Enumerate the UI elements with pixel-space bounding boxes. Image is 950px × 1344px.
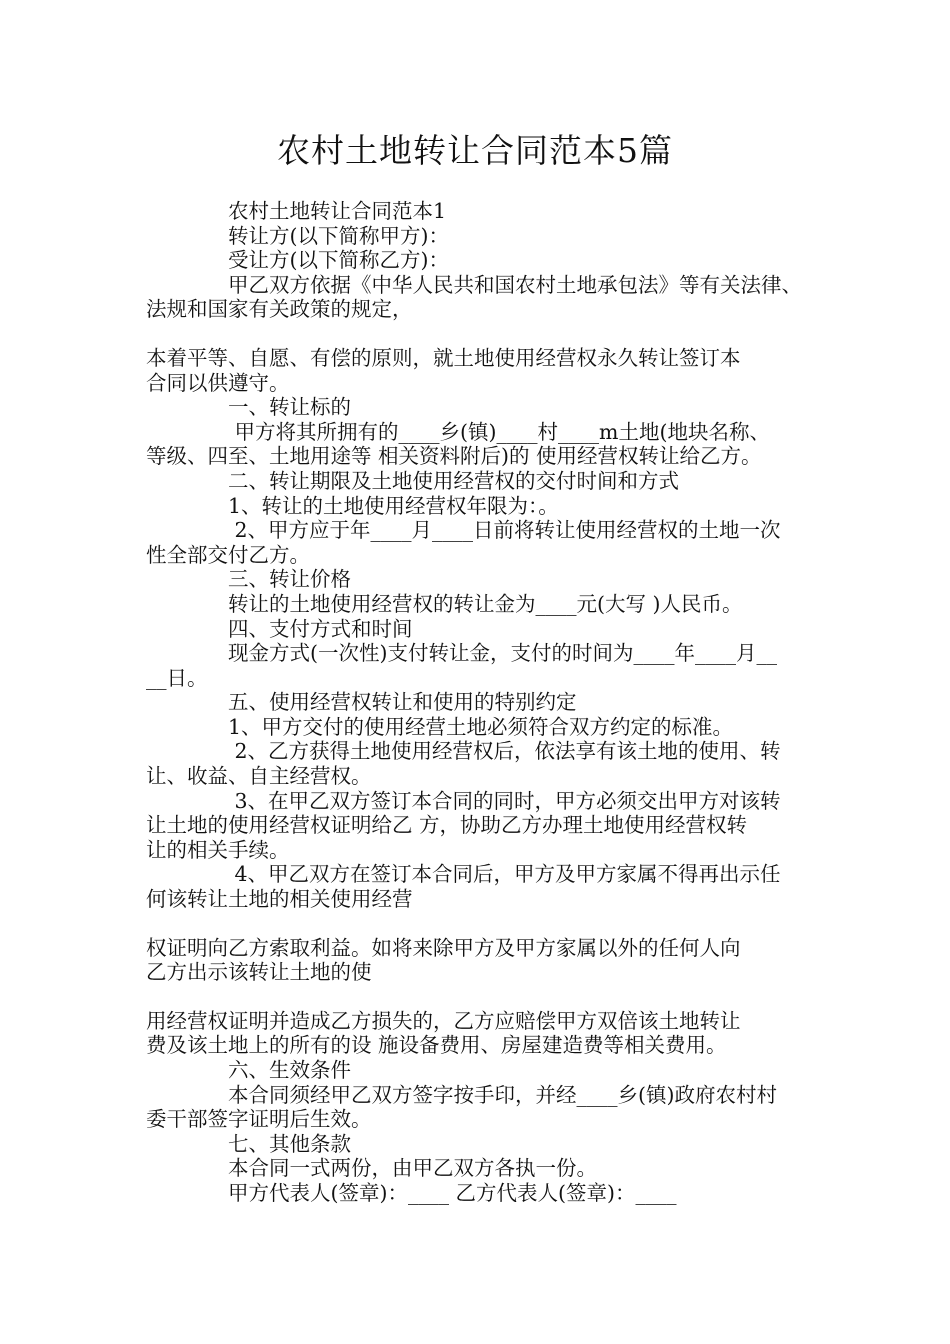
body-line: 甲乙双方依据《中华人民共和国农村土地承包法》等有关法律、 — [146, 272, 802, 297]
body-line: 1、转让的土地使用经营权年限为：。 — [146, 493, 559, 518]
body-line: __日。 — [146, 665, 208, 690]
body-line: 合同以供遵守。 — [146, 370, 290, 395]
document-title: 农村土地转让合同范本5篇 — [277, 131, 673, 170]
body-line: 转让的土地使用经营权的转让金为____元(大写 )人民币。 — [146, 591, 743, 616]
body-line: 何该转让土地的相关使用经营 — [146, 887, 413, 912]
body-line: 三、转让价格 — [146, 567, 351, 592]
blank-line — [146, 322, 826, 346]
body-line: 四、支付方式和时间 — [146, 616, 413, 641]
body-line: 转让方(以下简称甲方)： — [146, 223, 449, 248]
body-line: 4、甲乙双方在签订本合同后，甲方及甲方家属不得再出示任 — [146, 862, 781, 887]
body-line: 委干部签字证明后生效。 — [146, 1107, 372, 1132]
body-line: 现金方式(一次性)支付转让金，支付的时间为____年____月__ — [146, 641, 777, 666]
document-body — [146, 199, 826, 1206]
body-line: 法规和国家有关政策的规定， — [146, 297, 413, 322]
body-line: 让土地的使用经营权证明给乙 方，协助乙方办理土地使用经营权转 — [146, 813, 748, 838]
blank-line — [146, 912, 826, 936]
body-line: 1、甲方交付的使用经营土地必须符合双方约定的标准。 — [146, 714, 734, 739]
body-line: 二、转让期限及土地使用经营权的交付时间和方式 — [146, 468, 679, 493]
body-line: 乙方出示该转让土地的使 — [146, 960, 372, 985]
body-line: 本合同须经甲乙双方签字按手印，并经____乡(镇)政府农村村 — [146, 1082, 777, 1107]
body-line: 受让方(以下简称乙方)： — [146, 248, 449, 273]
body-line: 农村土地转让合同范本1 — [146, 199, 447, 223]
body-line: 等级、四至、土地用途等 相关资料附后)的 使用经营权转让给乙方。 — [146, 444, 762, 469]
body-line: 让的相关手续。 — [146, 837, 290, 862]
body-line: 3、在甲乙双方签订本合同的同时，甲方必须交出甲方对该转 — [146, 788, 781, 813]
body-line: 七、其他条款 — [146, 1131, 351, 1156]
body-line: 甲方将其所拥有的____乡(镇)____村____m土地(地块名称、 — [146, 419, 770, 444]
body-line: 本合同一式两份，由甲乙双方各执一份。 — [146, 1156, 597, 1181]
body-line: 一、转让标的 — [146, 395, 351, 420]
body-line: 六、生效条件 — [146, 1058, 351, 1082]
body-line: 让、收益、自主经营权。 — [146, 764, 372, 789]
body-line: 甲方代表人(签章)：____ 乙方代表人(签章)：____ — [146, 1180, 677, 1205]
body-line: 2、乙方获得土地使用经营权后，依法享有该土地的使用、转 — [146, 739, 781, 764]
body-line: 费及该土地上的所有的设 施设备费用、房屋建造费等相关费用。 — [146, 1033, 727, 1058]
body-line: 本着平等、自愿、有偿的原则，就土地使用经营权永久转让签订本 — [146, 345, 741, 370]
blank-line — [146, 985, 826, 1009]
body-line: 五、使用经营权转让和使用的特别约定 — [146, 690, 577, 715]
body-line: 2、甲方应于年____月____日前将转让使用经营权的土地一次 — [146, 518, 781, 543]
body-line: 性全部交付乙方。 — [146, 542, 310, 567]
body-line: 用经营权证明并造成乙方损失的，乙方应赔偿甲方双倍该土地转让 — [146, 1008, 741, 1033]
body-line: 权证明向乙方索取利益。如将来除甲方及甲方家属以外的任何人向 — [146, 935, 741, 960]
